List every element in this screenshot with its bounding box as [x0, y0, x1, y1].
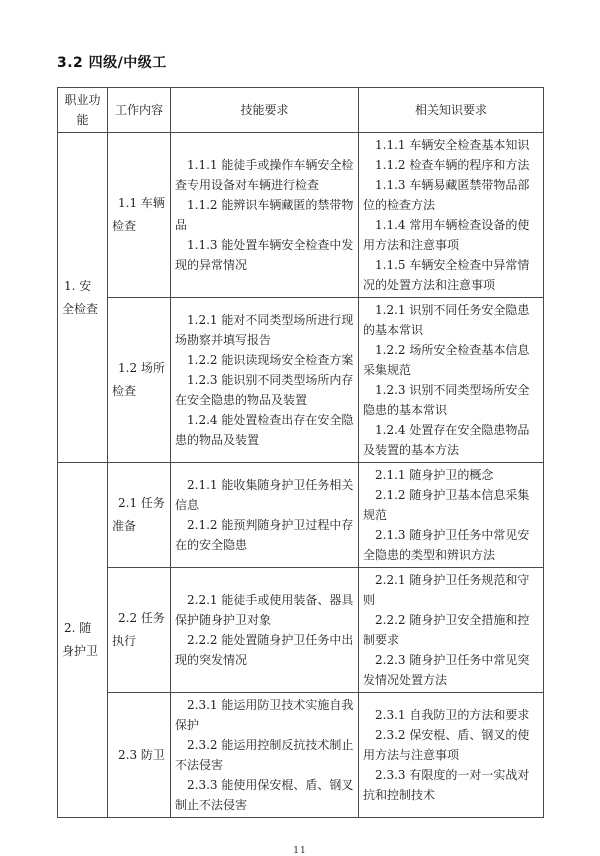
knowledge-item: 2.1.1 随身护卫的概念 — [375, 468, 494, 482]
cell-work-vehicle-inspection: 1.1 车辆检查 — [108, 133, 171, 298]
cell-skills-defense — [171, 693, 359, 818]
cell-skills-task-preparation — [171, 463, 359, 568]
knowledge-item: 2.2.1 随身护卫任务规范和守则 — [363, 573, 530, 607]
cell-knowledge-task-preparation — [359, 463, 544, 568]
knowledge-item: 1.1.3 车辆易藏匿禁带物品部位的检查方法 — [363, 178, 530, 212]
table-header-row — [58, 88, 544, 133]
cell-knowledge-defense — [359, 693, 544, 818]
skill-requirements-table — [57, 87, 544, 818]
knowledge-item: 1.2.1 识别不同任务安全隐患的基本常识 — [363, 303, 530, 337]
cell-knowledge-site-inspection — [359, 298, 544, 463]
column-header-knowledge: 相关知识要求 — [359, 88, 544, 133]
knowledge-item: 1.1.1 车辆安全检查基本知识 — [375, 138, 530, 152]
knowledge-item: 1.2.3 识别不同类型场所安全隐患的基本常识 — [363, 383, 530, 417]
knowledge-item: 1.1.5 车辆安全检查中异常情况的处置方法和注意事项 — [363, 258, 530, 292]
knowledge-item: 2.3.2 保安棍、盾、钢叉的使用方法与注意事项 — [363, 728, 530, 762]
knowledge-item: 1.1.4 常用车辆检查设备的使用方法和注意事项 — [363, 218, 530, 252]
table-row — [58, 693, 544, 818]
knowledge-item: 2.2.2 随身护卫安全措施和控制要求 — [363, 613, 530, 647]
skill-item: 1.1.2 能辨识车辆藏匿的禁带物品 — [175, 198, 354, 232]
column-header-skills: 技能要求 — [171, 88, 359, 133]
cell-work-task-preparation: 2.1 任务准备 — [108, 463, 171, 568]
page-number: 11 — [293, 846, 307, 856]
knowledge-item: 1.1.2 检查车辆的程序和方法 — [375, 158, 530, 172]
knowledge-item: 1.2.4 处置存在安全隐患物品及装置的基本方法 — [363, 423, 530, 457]
skill-item: 1.1.1 能徒手或操作车辆安全检查专用设备对车辆进行检查 — [175, 158, 354, 192]
table-row — [58, 568, 544, 693]
skill-item: 1.2.3 能识别不同类型场所内存在安全隐患的物品及装置 — [175, 373, 354, 407]
cell-skills-vehicle-inspection — [171, 133, 359, 298]
cell-function-safety-inspection: 1. 安全检查 — [58, 133, 108, 463]
skill-item: 2.1.2 能预判随身护卫过程中存在的安全隐患 — [175, 518, 354, 552]
cell-skills-task-execution — [171, 568, 359, 693]
knowledge-item: 2.2.3 随身护卫任务中常见突发情况处置方法 — [363, 653, 530, 687]
skill-item: 2.1.1 能收集随身护卫任务相关信息 — [175, 478, 354, 512]
skill-item: 2.3.2 能运用控制反抗技术制止不法侵害 — [175, 738, 354, 772]
knowledge-item: 2.1.2 随身护卫基本信息采集规范 — [363, 488, 530, 522]
cell-function-personal-protection: 2. 随身护卫 — [58, 463, 108, 818]
knowledge-item: 1.2.2 场所安全检查基本信息采集规范 — [363, 343, 530, 377]
skill-item: 1.1.3 能处置车辆安全检查中发现的异常情况 — [175, 238, 354, 272]
knowledge-item: 2.1.3 随身护卫任务中常见安全隐患的类型和辨识方法 — [363, 528, 530, 562]
skill-item: 2.2.2 能处置随身护卫任务中出现的突发情况 — [175, 633, 354, 667]
skill-item: 1.2.4 能处置检查出存在安全隐患的物品及装置 — [175, 413, 354, 447]
knowledge-item: 2.3.3 有限度的一对一实战对抗和控制技术 — [363, 768, 530, 802]
cell-work-task-execution: 2.2 任务执行 — [108, 568, 171, 693]
skill-item: 1.2.1 能对不同类型场所进行现场勘察并填写报告 — [175, 313, 354, 347]
column-header-function: 职业功能 — [58, 88, 108, 133]
cell-knowledge-vehicle-inspection — [359, 133, 544, 298]
table-row — [58, 298, 544, 463]
skill-item: 2.3.3 能使用保安棍、盾、钢叉制止不法侵害 — [175, 778, 354, 812]
cell-skills-site-inspection — [171, 298, 359, 463]
knowledge-item: 2.3.1 自我防卫的方法和要求 — [375, 708, 530, 722]
cell-knowledge-task-execution — [359, 568, 544, 693]
table-row — [58, 133, 544, 298]
cell-work-site-inspection: 1.2 场所检查 — [108, 298, 171, 463]
skill-item: 1.2.2 能识读现场安全检查方案 — [187, 353, 354, 367]
skill-item: 2.2.1 能徒手或使用装备、器具保护随身护卫对象 — [175, 593, 354, 627]
column-header-work: 工作内容 — [108, 88, 171, 133]
table-row — [58, 463, 544, 568]
page-title: 3.2 四级/中级工 — [57, 55, 167, 71]
cell-work-defense: 2.3 防卫 — [108, 693, 171, 818]
skill-item: 2.3.1 能运用防卫技术实施自我保护 — [175, 698, 354, 732]
